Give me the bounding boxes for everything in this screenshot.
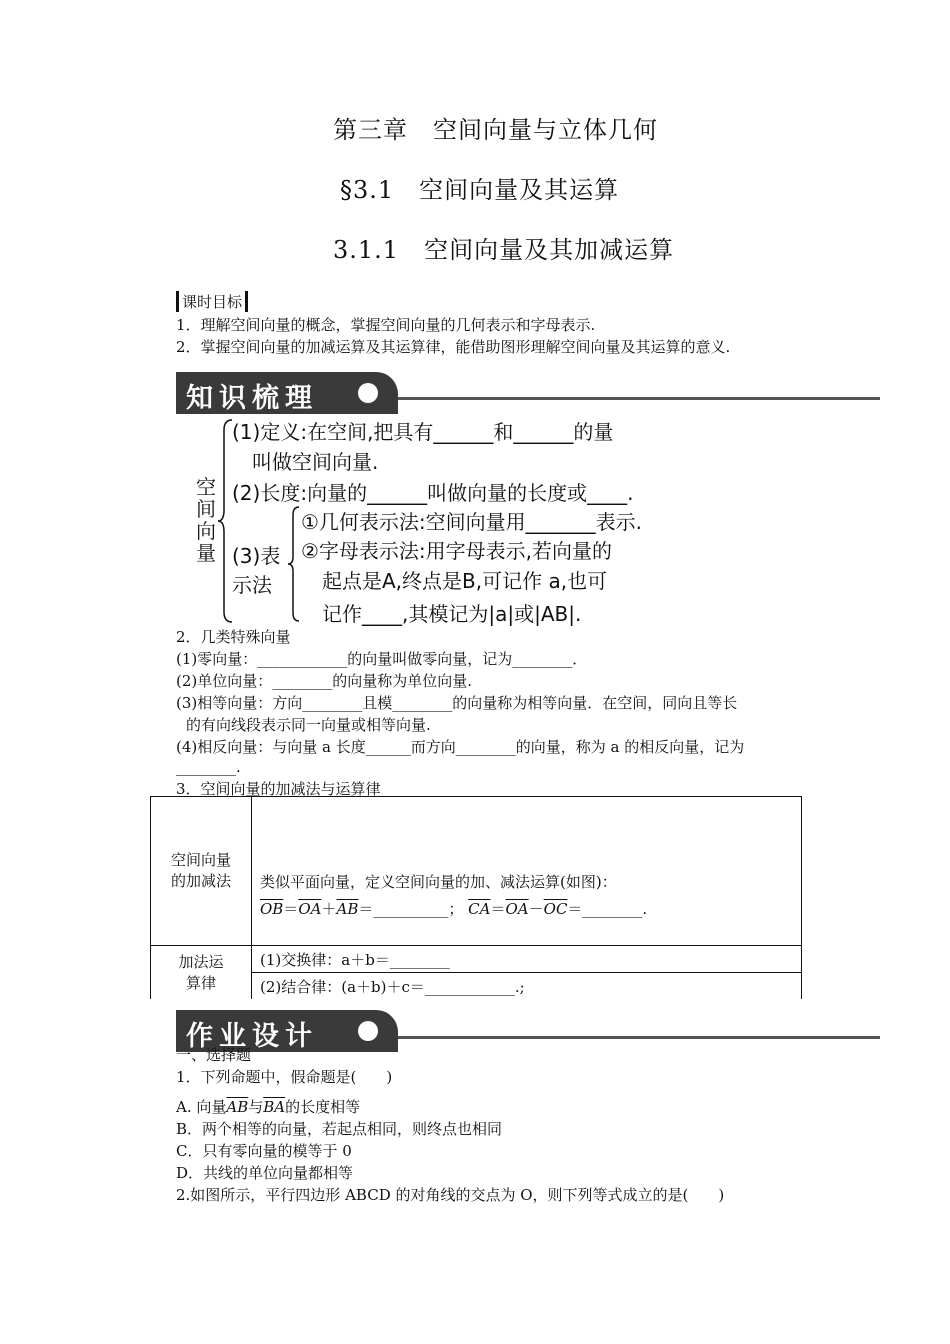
inner-brace-icon — [286, 505, 302, 623]
ops-row1-label: 空间向量 的加减法 — [151, 797, 252, 946]
repr-line1: ①几何表示法:空间向量用_______表示. — [301, 510, 643, 534]
special-opposite-2: ________. — [176, 758, 241, 776]
chapter-title: 第三章 空间向量与立体几何 — [333, 116, 658, 144]
banner-dot-icon — [358, 383, 378, 403]
homework-banner-label: 作业设计 — [186, 1021, 318, 1052]
banner-rule — [398, 1036, 880, 1039]
knowledge-banner — [176, 372, 398, 414]
banner-dot-icon — [358, 1021, 378, 1041]
ops-law-1: (1)交换律：a＋b＝________ — [252, 946, 802, 973]
special-equal-1: (3)相等向量：方向________且模________的向量称为相等向量．在空间，同向且等长 — [176, 694, 738, 712]
question-1: 1．下列命题中，假命题是( ) — [176, 1068, 393, 1086]
repr-line2: ②字母表示法:用字母表示,若向量的 — [301, 539, 613, 563]
section-title: §3.1 空间向量及其运算 — [340, 176, 620, 204]
special-opposite-1: (4)相反向量：与向量 a 长度______而方向________的向量，称为 a 的相反向量，记为 — [176, 738, 745, 756]
ops-heading: 3．空间向量的加减法与运算律 — [176, 780, 381, 798]
ops-row1-content: 类似平面向量，定义空间向量的加、减法运算(如图)： $\overline{OB}=\overline{OA}+\overline{AB}=\_\_\_\_\_\_\_\_\_\_$； $\overline{CA}=\overline{OA}-\overline{OC}=\_\_\_\_\_\_\_\_$. — [252, 797, 802, 946]
concept-length-line: (2)长度:向量的______叫做向量的长度或____. — [232, 481, 634, 505]
concept-def-line2: 叫做空间向量. — [252, 450, 379, 474]
repr-label-1: (3)表 — [232, 544, 281, 568]
exercise-section: 一、选择题 — [176, 1046, 252, 1064]
ops-row1-formula: $\overline{OB}=\overline{OA}+\overline{AB}=\_\_\_\_\_\_\_\_\_\_$； $\overline{CA}=\overline{OA}-\overline{OC}=\_\_\_\_\_\_\_\_$. — [260, 900, 648, 918]
ops-row2-label: 加法运 算律 — [151, 946, 252, 1000]
special-heading: 2．几类特殊向量 — [176, 628, 291, 646]
table-row — [151, 946, 802, 973]
knowledge-banner-label: 知识梳理 — [186, 383, 318, 414]
subsection-title: 3.1.1 空间向量及其加减运算 — [333, 236, 675, 264]
repr-label-2: 示法 — [232, 573, 272, 597]
special-unit: (2)单位向量：________的向量称为单位向量. — [176, 672, 473, 690]
objectives-tag: 课时目标 — [176, 291, 248, 312]
special-equal-2: 的有向线段表示同一向量或相等向量. — [186, 716, 431, 734]
question-1-option-a: A. 向量$\overline{AB}$与$\overline{BA}$的长度相等 — [176, 1098, 361, 1116]
repr-line3: 起点是A,终点是B,可记作 a,也可 — [322, 569, 608, 593]
ops-law-2: (2)结合律：(a＋b)＋c＝____________.; — [252, 973, 802, 1000]
table-row — [151, 797, 802, 946]
banner-rule — [398, 397, 880, 400]
concept-side-label: 空 间 向 量 — [196, 475, 216, 565]
question-1-option-d: D．共线的单位向量都相等 — [176, 1164, 354, 1182]
ops-table — [150, 796, 802, 999]
question-1-option-c: C．只有零向量的模等于 0 — [176, 1142, 352, 1160]
question-1-option-b: B．两个相等的向量，若起点相同，则终点也相同 — [176, 1120, 503, 1138]
special-zero: (1)零向量：____________的向量叫做零向量，记为________． — [176, 650, 588, 668]
objective-1: 1．理解空间向量的概念，掌握空间向量的几何表示和字母表示. — [176, 316, 596, 334]
objective-2: 2．掌握空间向量的加减运算及其运算律，能借助图形理解空间向量及其运算的意义. — [176, 338, 731, 356]
question-2: 2.如图所示，平行四边形 ABCD 的对角线的交点为 O，则下列等式成立的是( ) — [176, 1186, 725, 1204]
concept-def-line1: (1)定义:在空间,把具有______和______的量 — [232, 420, 614, 444]
repr-line4: 记作____,其模记为|a|或|AB|. — [322, 602, 582, 626]
